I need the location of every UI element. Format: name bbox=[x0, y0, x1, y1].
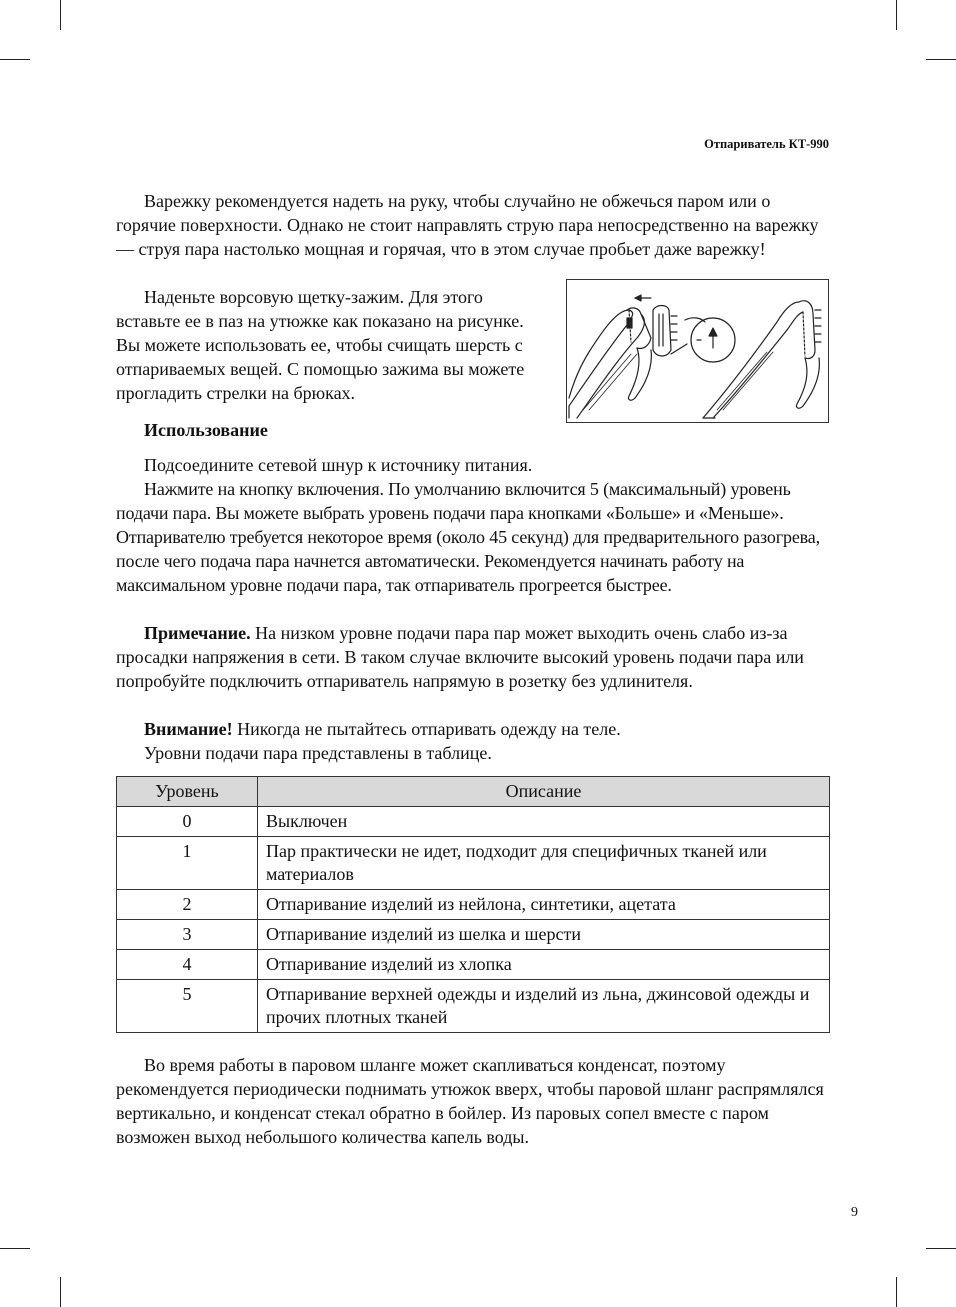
brush-illustration bbox=[566, 279, 829, 423]
crop-mark bbox=[926, 1248, 956, 1249]
table-row bbox=[117, 920, 830, 950]
table-row bbox=[117, 890, 830, 920]
table-row bbox=[117, 950, 830, 980]
paragraph-note bbox=[116, 621, 830, 693]
description-cell: Отпаривание верхней одежды и изделий из льна, джинсовой одежды и прочих плотных тканей bbox=[258, 980, 830, 1033]
level-cell: 5 bbox=[117, 980, 258, 1033]
level-cell: 4 bbox=[117, 950, 258, 980]
level-cell: 1 bbox=[117, 837, 258, 890]
paragraph-table-intro: Уровни подачи пара представлены в таблице. bbox=[144, 743, 492, 763]
paragraph-brush: Наденьте ворсовую щетку-зажим. Для этого вставьте ее в паз на утюжке как показано на рисунке. Вы можете использовать ее, чтобы счищать шерсть с отпариваемых вещей. С помощью зажима вы можете прогладить стрелки на брюках. bbox=[116, 287, 525, 403]
table-row bbox=[117, 837, 830, 890]
crop-mark bbox=[60, 0, 61, 30]
paragraph-warning bbox=[116, 717, 830, 741]
page-number: 9 bbox=[851, 1205, 858, 1220]
table-row bbox=[117, 807, 830, 837]
description-cell: Отпаривание изделий из хлопка bbox=[258, 950, 830, 980]
warning-text: Никогда не пытайтесь отпаривать одежду на теле. bbox=[232, 719, 621, 739]
column-header-level: Уровень bbox=[117, 777, 258, 807]
column-header-description: Описание bbox=[258, 777, 830, 807]
paragraph-connect: Подсоедините сетевой шнур к источнику питания. bbox=[144, 455, 533, 475]
level-cell: 2 bbox=[117, 890, 258, 920]
crop-mark bbox=[0, 1248, 30, 1249]
level-cell: 3 bbox=[117, 920, 258, 950]
description-cell: Отпаривание изделий из нейлона, синтетики, ацетата bbox=[258, 890, 830, 920]
steamer-brush-drawing bbox=[567, 280, 828, 422]
paragraph-power: Нажмите на кнопку включения. По умолчанию включится 5 (максимальный) уровень подачи пара. Вы можете выбрать уровень подачи пара кнопками «Больше» и «Меньше». Отпаривателю требуется некоторое время (около 45 секунд) для предварительного разогрева, после чего подача пара начнется автоматически. Рекомендуется начинать работу на максимальном уровне подачи пара, так отпариватель прогреется быстрее. bbox=[116, 479, 820, 595]
table-header-row bbox=[117, 777, 830, 807]
paragraph-mitten: Варежку рекомендуется надеть на руку, чтобы случайно не обжечься паром или о горячие поверхности. Однако не стоит направлять струю пара непосредственно на варежку — струя пара настолько мощная и горячая, что в этом случае пробьет даже варежку! bbox=[116, 191, 819, 259]
description-cell: Отпаривание изделий из шелка и шерсти bbox=[258, 920, 830, 950]
usage-heading: Использование bbox=[144, 420, 268, 440]
crop-mark bbox=[0, 59, 30, 60]
crop-mark bbox=[926, 59, 956, 60]
crop-mark bbox=[896, 0, 897, 30]
warning-label: Внимание! bbox=[144, 719, 233, 739]
crop-mark bbox=[60, 1277, 61, 1307]
description-cell: Пар практически не идет, подходит для специфичных тканей или материалов bbox=[258, 837, 830, 890]
note-label: Примечание. bbox=[144, 623, 251, 643]
running-header: Отпариватель КТ-990 bbox=[704, 137, 829, 151]
paragraph-condensate: Во время работы в паровом шланге может скапливаться конденсат, поэтому рекомендуется периодически поднимать утюжок вверх, чтобы паровой шланг распрямлялся вертикально, и конденсат стекал обратно в бойлер. Из паровых сопел вместе с паром возможен выход небольшого количества капель воды. bbox=[116, 1055, 824, 1147]
table-row bbox=[117, 980, 830, 1033]
description-cell: Выключен bbox=[258, 807, 830, 837]
level-cell: 0 bbox=[117, 807, 258, 837]
crop-mark bbox=[896, 1277, 897, 1307]
note-text: На низком уровне подачи пара пар может выходить очень слабо из-за просадки напряжения в сети. В таком случае включите высокий уровень подачи пара или попробуйте подключить отпариватель напрямую в розетку без удлинителя. bbox=[116, 623, 804, 691]
steam-levels-table bbox=[116, 776, 830, 1033]
